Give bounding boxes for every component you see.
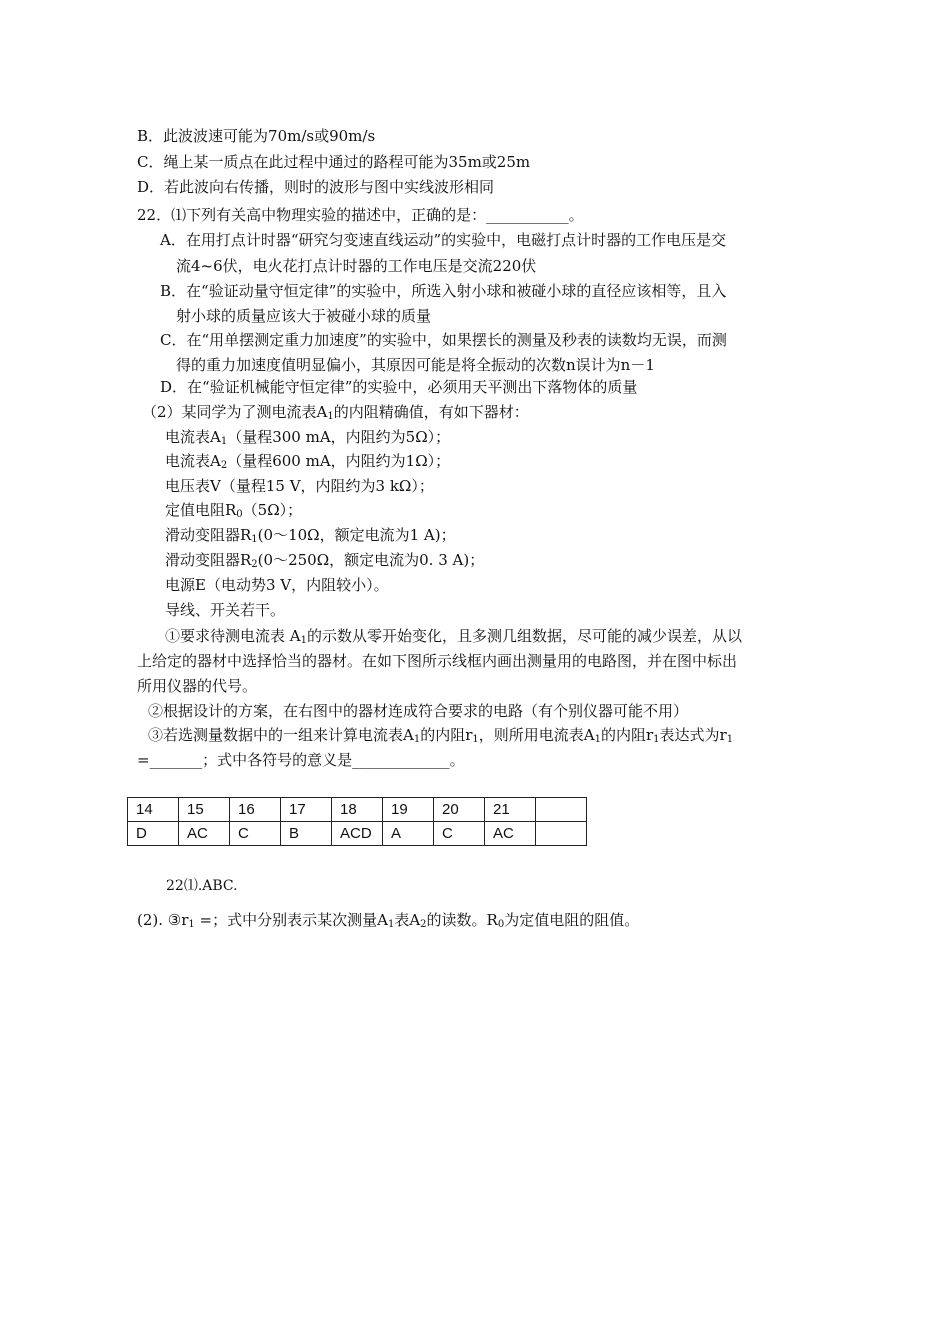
table-cell	[536, 822, 587, 846]
table-cell: C	[230, 822, 281, 846]
table-cell: ACD	[332, 822, 383, 846]
equipment-power-source: 电源E（电动势3 V，内阻较小）。	[165, 576, 389, 594]
equipment-ammeter-a1: 电流表$A_1$（量程300 mA，内阻约为5Ω）；	[165, 428, 451, 447]
option-c: C．绳上某一质点在此过程中通过的路程可能为35m或25m	[137, 153, 531, 171]
table-cell: 20	[434, 798, 485, 822]
table-cell: C	[434, 822, 485, 846]
subquestion-1-line2: 上给定的器材中选择恰当的器材。在如下图所示线框内画出测量用的电路图，并在图中标出	[137, 652, 738, 670]
table-cell: 16	[230, 798, 281, 822]
q22-option-c-line1: C．在“用单摆测定重力加速度”的实验中，如果摆长的测量及秒表的读数均无误，而测	[160, 331, 727, 349]
answer-table-header-row	[128, 798, 587, 822]
q22-option-b-line1: B．在“验证动量守恒定律”的实验中，所选入射小球和被碰小球的直径应该相等，且入	[160, 282, 727, 300]
subquestion-1-line1: ①要求待测电流表 $A_1$的示数从零开始变化，且多测几组数据，尽可能的减少误差，从以	[165, 627, 742, 646]
table-cell: AC	[179, 822, 230, 846]
answer-table-answer-row	[128, 822, 587, 846]
table-cell: 19	[383, 798, 434, 822]
option-d: D．若此波向右传播，则时的波形与图中实线波形相同	[137, 178, 495, 196]
table-cell: 18	[332, 798, 383, 822]
subquestion-1-line3: 所用仪器的代号。	[137, 677, 258, 695]
q22-option-a-line2: 流4~6伏，电火花打点计时器的工作电压是交流220伏	[176, 257, 537, 275]
table-cell: D	[128, 822, 179, 846]
equipment-rheostat-r2: 滑动变阻器$R_2(0\sim 250\Omega$，额定电流为0. 3 A)；	[165, 551, 485, 570]
subquestion-3-line1: ③若选测量数据中的一组来计算电流表$A_1$的内阻$r_1$，则所用电流表$A_1$的内阻$r_1$表达式为$r_1$	[148, 726, 734, 745]
subquestion-3-line2: =_______；式中各符号的意义是_____________。	[137, 751, 465, 769]
q22-option-b-line2: 射小球的质量应该大于被碰小球的质量	[176, 307, 432, 325]
table-cell: 14	[128, 798, 179, 822]
equipment-ammeter-a2: 电流表$A_2$（量程600 mA，内阻约为1Ω）；	[165, 452, 451, 471]
table-cell: B	[281, 822, 332, 846]
part-2-intro: （2）某同学为了测电流表$A_1$的内阻精确值，有如下器材：	[142, 403, 529, 422]
table-cell: 17	[281, 798, 332, 822]
q22-option-c-line2: 得的重力加速度值明显偏小，其原因可能是将全振动的次数n误计为n－1	[176, 356, 655, 374]
solution-22-2: (2). $③r_1$ =；式中分别表示某次测量$A_1$表$A_2$的读数。$R_0$为定值电阻的阻值。	[137, 911, 640, 930]
subquestion-2: ②根据设计的方案，在右图中的器材连成符合要求的电路（有个别仪器可能不用）	[148, 702, 689, 720]
table-cell	[536, 798, 587, 822]
table-cell: 21	[485, 798, 536, 822]
solution-22-1: 22⑴.ABC.	[166, 878, 238, 894]
table-cell: 15	[179, 798, 230, 822]
equipment-resistor-r0: 定值电阻$R_0(5\Omega)$；	[165, 501, 303, 520]
table-cell: A	[383, 822, 434, 846]
q22-option-a-line1: A．在用打点计时器“研究匀变速直线运动”的实验中，电磁打点计时器的工作电压是交	[160, 231, 727, 249]
answer-table	[127, 797, 587, 846]
option-b: B．此波波速可能为70m/s或90m/s	[137, 127, 376, 145]
q22-option-d: D．在“验证机械能守恒定律”的实验中，必须用天平测出下落物体的质量	[160, 378, 638, 396]
question-22-stem: 22．⑴下列有关高中物理实验的描述中，正确的是：___________。	[137, 206, 584, 224]
equipment-wires-switch: 导线、开关若干。	[165, 601, 286, 619]
table-cell: AC	[485, 822, 536, 846]
equipment-rheostat-r1: 滑动变阻器$R_1(0\sim 10\Omega$，额定电流为1 A)；	[165, 526, 456, 545]
equipment-voltmeter: 电压表V（量程15 V，内阻约为3 kΩ）；	[165, 477, 434, 495]
